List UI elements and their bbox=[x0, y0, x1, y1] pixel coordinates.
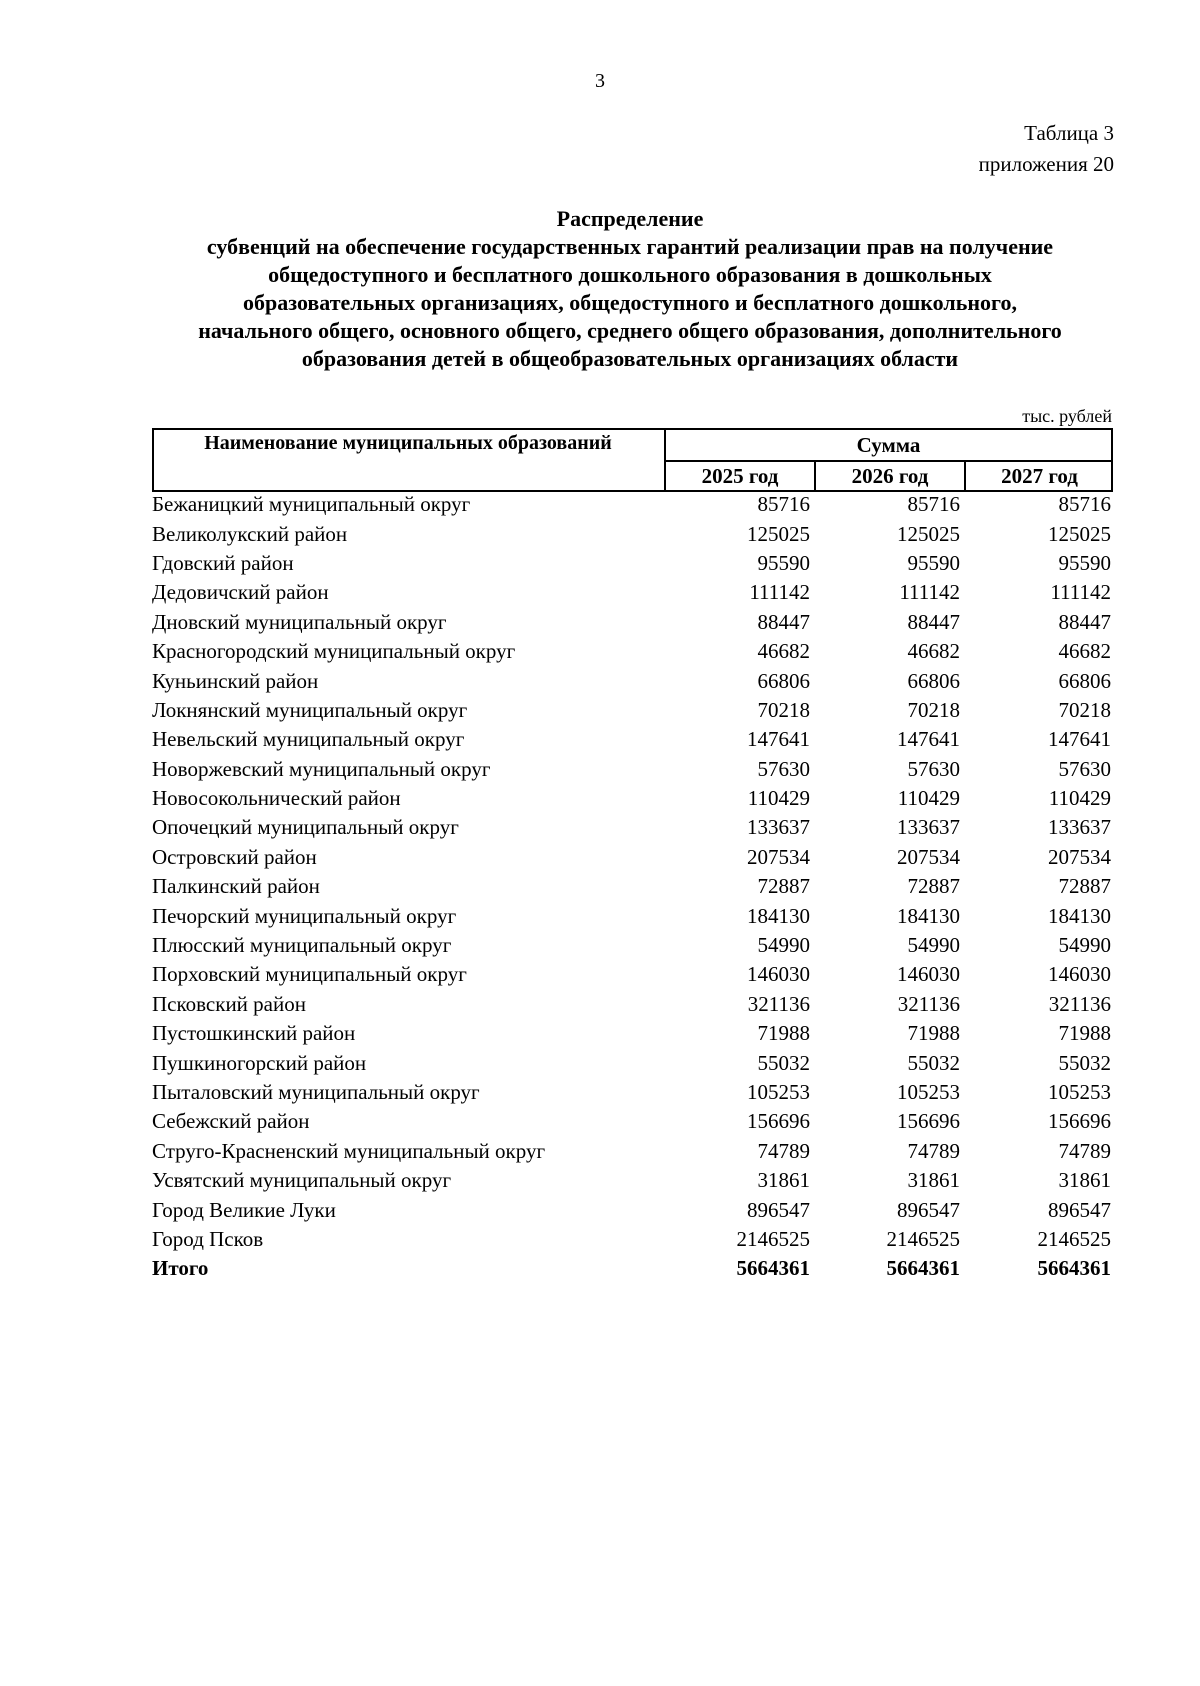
amount-2026: 95590 bbox=[907, 550, 960, 575]
municipality-name: Порховский муниципальный округ bbox=[152, 962, 467, 987]
amount-2026: 207534 bbox=[897, 844, 960, 869]
amount-2026: 88447 bbox=[907, 609, 960, 634]
title-line: образования детей в общеобразовательных организациях области bbox=[301, 346, 959, 371]
amount-2026: 184130 bbox=[897, 903, 960, 928]
table-row bbox=[152, 578, 1113, 607]
table-row bbox=[152, 1107, 1113, 1136]
table-row bbox=[152, 637, 1113, 666]
amount-2027: 74789 bbox=[1058, 1138, 1111, 1163]
year-header-2025: 2025 год bbox=[701, 464, 779, 488]
name-column-header: Наименование муниципальных образований bbox=[204, 432, 612, 454]
title-line: начального общего, основного общего, среднего общего образования, дополнительного bbox=[198, 318, 1062, 343]
amount-2027: 156696 bbox=[1048, 1109, 1111, 1134]
amount-2027: 111142 bbox=[1050, 580, 1111, 605]
total-label: Итого bbox=[152, 1256, 209, 1281]
amount-2025: 125025 bbox=[747, 521, 810, 546]
table-row bbox=[152, 1166, 1113, 1195]
amount-2027: 5664361 bbox=[1037, 1256, 1111, 1281]
amount-2026: 111142 bbox=[899, 580, 960, 605]
amount-2027: 85716 bbox=[1058, 492, 1111, 517]
amount-2026: 5664361 bbox=[886, 1256, 960, 1281]
sum-column-header: Сумма bbox=[856, 433, 921, 457]
municipality-name: Дновский муниципальный округ bbox=[152, 609, 447, 634]
table-row bbox=[152, 901, 1113, 930]
amount-2025: 72887 bbox=[757, 874, 810, 899]
amount-2026: 133637 bbox=[897, 815, 960, 840]
table-reference-line2: приложения 20 bbox=[978, 152, 1114, 176]
table-row bbox=[152, 1019, 1113, 1048]
amount-2026: 55032 bbox=[907, 1050, 960, 1075]
municipality-name: Палкинский район bbox=[152, 874, 320, 899]
amount-2027: 66806 bbox=[1058, 668, 1111, 693]
amount-2025: 74789 bbox=[757, 1138, 810, 1163]
municipality-name: Струго-Красненский муниципальный округ bbox=[152, 1138, 546, 1163]
amount-2025: 147641 bbox=[747, 727, 810, 752]
amount-2027: 207534 bbox=[1048, 844, 1111, 869]
municipality-name: Локнянский муниципальный округ bbox=[152, 697, 468, 722]
municipality-name: Город Псков bbox=[152, 1226, 264, 1251]
table-row bbox=[152, 960, 1113, 989]
municipality-name: Гдовский район bbox=[152, 550, 294, 575]
amount-2025: 57630 bbox=[757, 756, 810, 781]
amount-2025: 2146525 bbox=[736, 1226, 810, 1251]
amount-2027: 31861 bbox=[1058, 1168, 1111, 1193]
units-label: тыс. рублей bbox=[1022, 406, 1112, 426]
amount-2025: 85716 bbox=[757, 492, 810, 517]
table-row bbox=[152, 666, 1113, 695]
amount-2027: 54990 bbox=[1058, 933, 1111, 958]
title-line: субвенций на обеспечение государственных гарантий реализации прав на получение bbox=[206, 234, 1054, 259]
amount-2025: 184130 bbox=[747, 903, 810, 928]
amount-2026: 110429 bbox=[897, 786, 960, 811]
municipality-name: Город Великие Луки bbox=[152, 1197, 336, 1222]
amount-2027: 70218 bbox=[1058, 697, 1111, 722]
amount-2027: 184130 bbox=[1048, 903, 1111, 928]
amount-2026: 146030 bbox=[897, 962, 960, 987]
table-header bbox=[152, 428, 1113, 492]
total-row bbox=[152, 1254, 1113, 1283]
amount-2025: 55032 bbox=[757, 1050, 810, 1075]
amount-2027: 2146525 bbox=[1037, 1226, 1111, 1251]
municipality-name: Опочецкий муниципальный округ bbox=[152, 815, 459, 840]
amount-2026: 156696 bbox=[897, 1109, 960, 1134]
amount-2026: 125025 bbox=[897, 521, 960, 546]
table-row bbox=[152, 490, 1113, 519]
table-row bbox=[152, 813, 1113, 842]
municipality-name: Куньинский район bbox=[152, 668, 319, 693]
amount-2027: 55032 bbox=[1058, 1050, 1111, 1075]
amount-2027: 95590 bbox=[1058, 550, 1111, 575]
amount-2025: 156696 bbox=[747, 1109, 810, 1134]
amount-2027: 57630 bbox=[1058, 756, 1111, 781]
table-body bbox=[152, 490, 1113, 1284]
municipality-name: Плюсский муниципальный округ bbox=[152, 933, 452, 958]
amount-2026: 2146525 bbox=[886, 1226, 960, 1251]
table-row bbox=[152, 608, 1113, 637]
year-header-2027: 2027 год bbox=[1001, 464, 1078, 488]
amount-2027: 72887 bbox=[1058, 874, 1111, 899]
amount-2026: 31861 bbox=[907, 1168, 960, 1193]
amount-2025: 70218 bbox=[757, 697, 810, 722]
municipality-name: Пустошкинский район bbox=[152, 1021, 356, 1046]
municipality-name: Островский район bbox=[152, 844, 317, 869]
table-row bbox=[152, 1195, 1113, 1224]
table-row bbox=[152, 843, 1113, 872]
amount-2026: 321136 bbox=[897, 991, 960, 1016]
amount-2025: 110429 bbox=[747, 786, 810, 811]
amount-2027: 88447 bbox=[1058, 609, 1111, 634]
amount-2025: 88447 bbox=[757, 609, 810, 634]
title-heading: Распределение bbox=[556, 206, 704, 231]
table-row bbox=[152, 931, 1113, 960]
amount-2026: 105253 bbox=[897, 1080, 960, 1104]
table-reference bbox=[979, 118, 1114, 180]
amount-2026: 70218 bbox=[907, 697, 960, 722]
amount-2027: 71988 bbox=[1058, 1021, 1111, 1046]
amount-2025: 5664361 bbox=[736, 1256, 810, 1281]
amount-2026: 85716 bbox=[907, 492, 960, 517]
amount-2025: 146030 bbox=[747, 962, 810, 987]
amount-2026: 57630 bbox=[907, 756, 960, 781]
municipality-name: Печорский муниципальный округ bbox=[152, 903, 457, 928]
header-divider bbox=[664, 460, 1111, 462]
amount-2025: 66806 bbox=[757, 668, 810, 693]
municipality-name: Себежский район bbox=[152, 1109, 310, 1134]
table-row bbox=[152, 519, 1113, 548]
amount-2026: 54990 bbox=[907, 933, 960, 958]
table-row bbox=[152, 696, 1113, 725]
title-line: общедоступного и бесплатного дошкольного образования в дошкольных bbox=[268, 262, 992, 287]
amount-2027: 321136 bbox=[1048, 991, 1111, 1016]
amount-2025: 31861 bbox=[757, 1168, 810, 1193]
amount-2025: 95590 bbox=[757, 550, 810, 575]
amount-2025: 105253 bbox=[747, 1080, 810, 1104]
municipality-name: Пушкиногорский район bbox=[152, 1050, 367, 1075]
table-row bbox=[152, 990, 1113, 1019]
amount-2025: 207534 bbox=[747, 844, 810, 869]
amount-2025: 71988 bbox=[757, 1021, 810, 1046]
table-row bbox=[152, 1048, 1113, 1077]
table-row bbox=[152, 784, 1113, 813]
amount-2027: 147641 bbox=[1048, 727, 1111, 752]
amount-2027: 105253 bbox=[1048, 1080, 1111, 1104]
table-row bbox=[152, 1078, 1113, 1107]
table-row bbox=[152, 1225, 1113, 1254]
municipality-name: Псковский район bbox=[152, 991, 306, 1016]
municipality-name: Новосокольнический район bbox=[152, 786, 401, 811]
amount-2025: 133637 bbox=[747, 815, 810, 840]
amount-2027: 46682 bbox=[1058, 639, 1111, 664]
table-row bbox=[152, 872, 1113, 901]
amount-2027: 146030 bbox=[1048, 962, 1111, 987]
table-row bbox=[152, 1137, 1113, 1166]
amount-2027: 125025 bbox=[1048, 521, 1111, 546]
amount-2025: 321136 bbox=[747, 991, 810, 1016]
title-line: образовательных организациях, общедоступного и бесплатного дошкольного, bbox=[243, 290, 1017, 315]
municipality-name: Дедовичский район bbox=[152, 580, 329, 605]
table-reference-line1: Таблица 3 bbox=[1024, 121, 1114, 145]
municipality-name: Красногородский муниципальный округ bbox=[152, 639, 516, 664]
municipality-name: Бежаницкий муниципальный округ bbox=[152, 492, 471, 517]
amount-2027: 896547 bbox=[1048, 1197, 1111, 1222]
document-title bbox=[140, 205, 1120, 373]
amount-2026: 46682 bbox=[907, 639, 960, 664]
municipality-name: Новоржевский муниципальный округ bbox=[152, 756, 491, 781]
municipality-name: Пыталовский муниципальный округ bbox=[152, 1080, 480, 1104]
amount-2026: 66806 bbox=[907, 668, 960, 693]
amount-2026: 72887 bbox=[907, 874, 960, 899]
amount-2025: 896547 bbox=[747, 1197, 810, 1222]
amount-2025: 54990 bbox=[757, 933, 810, 958]
municipality-name: Невельский муниципальный округ bbox=[152, 727, 465, 752]
municipality-name: Великолукский район bbox=[152, 521, 348, 546]
amount-2025: 46682 bbox=[757, 639, 810, 664]
page-number: 3 bbox=[595, 70, 605, 92]
table-row bbox=[152, 725, 1113, 754]
amount-2026: 896547 bbox=[897, 1197, 960, 1222]
table-row bbox=[152, 549, 1113, 578]
year-header-2026: 2026 год bbox=[851, 464, 929, 488]
amount-2027: 133637 bbox=[1048, 815, 1111, 840]
table-row bbox=[152, 755, 1113, 784]
amount-2026: 71988 bbox=[907, 1021, 960, 1046]
municipality-name: Усвятский муниципальный округ bbox=[152, 1168, 452, 1193]
amount-2026: 147641 bbox=[897, 727, 960, 752]
amount-2027: 110429 bbox=[1048, 786, 1111, 811]
amount-2025: 111142 bbox=[749, 580, 810, 605]
amount-2026: 74789 bbox=[907, 1138, 960, 1163]
